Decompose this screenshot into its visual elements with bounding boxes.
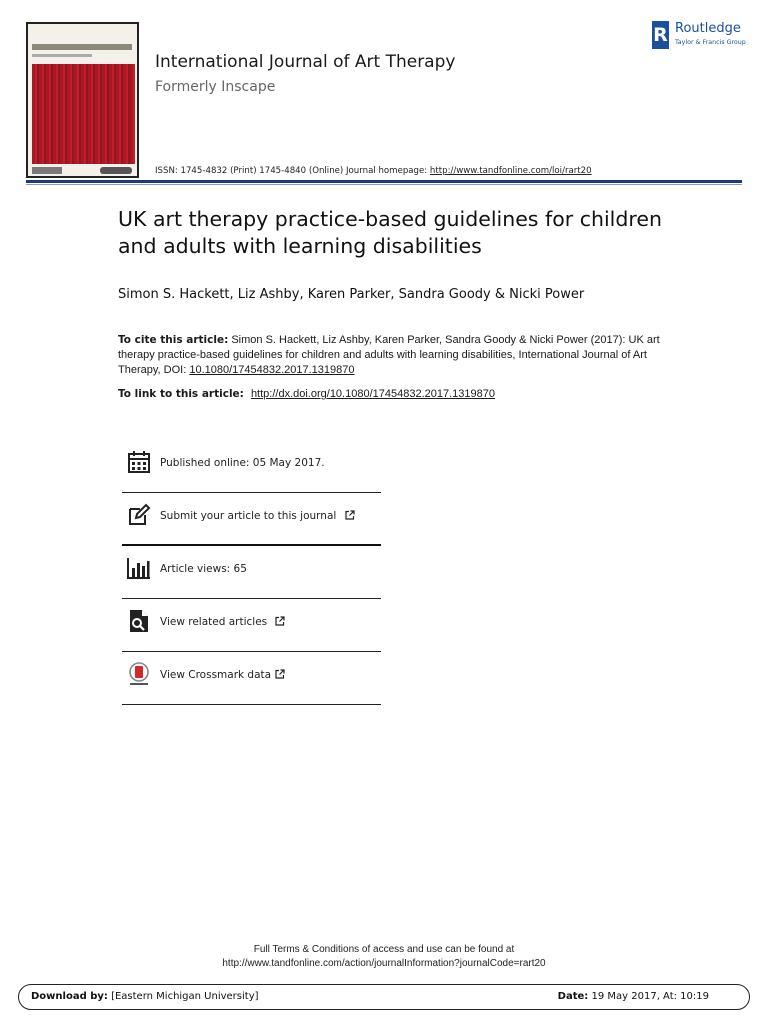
publisher-logo[interactable] [652,20,747,50]
article-authors: Simon S. Hackett, Liz Ashby, Karen Parker, Sandra Goody & Nicki Power [118,287,585,302]
article-views-row [122,546,381,599]
submit-article-row[interactable] [122,493,381,546]
edit-icon [127,503,151,527]
header-divider-thin [26,184,742,185]
journal-subtitle: Formerly Inscape [155,79,276,95]
related-articles-row[interactable] [122,599,381,652]
article-info-list [122,440,381,705]
journal-title: International Journal of Art Therapy [155,52,456,72]
download-label: Download by: [31,991,108,1002]
date-label: Date: [557,991,589,1002]
routledge-logo-icon: R [652,21,669,49]
citation-text: Simon S. Hackett, Liz Ashby, Karen Parker, Sandra Goody & Nicki Power (2017): UK art therapy practice-based guidelines for children and adults with learning disabilities, International Journal of Art Therapy, DOI: [118,334,660,376]
citation-doi-link[interactable]: 10.1080/17454832.2017.1319870 [189,364,355,376]
crossmark-row[interactable] [122,652,381,705]
article-link-label: To link to this article: [118,388,244,400]
related-articles-link[interactable]: View related articles [160,616,268,628]
download-value: [Eastern Michigan University] [111,991,259,1002]
article-views-text: Article views: 65 [160,563,247,575]
crossmark-link[interactable]: View Crossmark data [160,669,272,681]
calendar-icon [127,450,151,474]
download-info-bar [18,984,750,1010]
issn-text: ISSN: 1745-4832 (Print) 1745-4840 (Online) Journal homepage: [155,166,428,176]
publisher-name: Routledge [675,21,741,36]
date-value: 19 May 2017, At: 10:19 [591,991,709,1002]
external-link-icon [345,510,355,520]
terms-notice [0,943,768,971]
terms-url[interactable]: http://www.tandfonline.com/action/journalInformation?journalCode=rart20 [222,958,546,969]
download-by [31,991,259,1002]
journal-cover-image [26,22,139,178]
journal-homepage-link[interactable]: http://www.tandfonline.com/loi/rart20 [429,166,592,176]
publisher-group: Taylor & Francis Group [675,39,746,46]
published-online-row [122,440,381,493]
issn-line [155,166,592,176]
terms-line-1: Full Terms & Conditions of access and use can be found at [253,944,515,955]
external-link-icon [275,616,285,626]
submit-article-link[interactable]: Submit your article to this journal [160,510,337,522]
citation-block [118,333,678,378]
citation-label: To cite this article: [118,334,229,346]
article-doi-link[interactable]: http://dx.doi.org/10.1080/17454832.2017.1319870 [250,388,495,400]
crossmark-icon [127,662,151,686]
published-online-text: Published online: 05 May 2017. [160,457,325,469]
search-document-icon [127,609,151,633]
bar-chart-icon [127,556,151,580]
article-title: UK art therapy practice-based guidelines for children and adults with learning disabilities [118,207,662,258]
article-link-block [118,388,678,400]
download-date [558,991,709,1002]
header-divider [26,180,742,183]
external-link-icon [275,669,285,679]
